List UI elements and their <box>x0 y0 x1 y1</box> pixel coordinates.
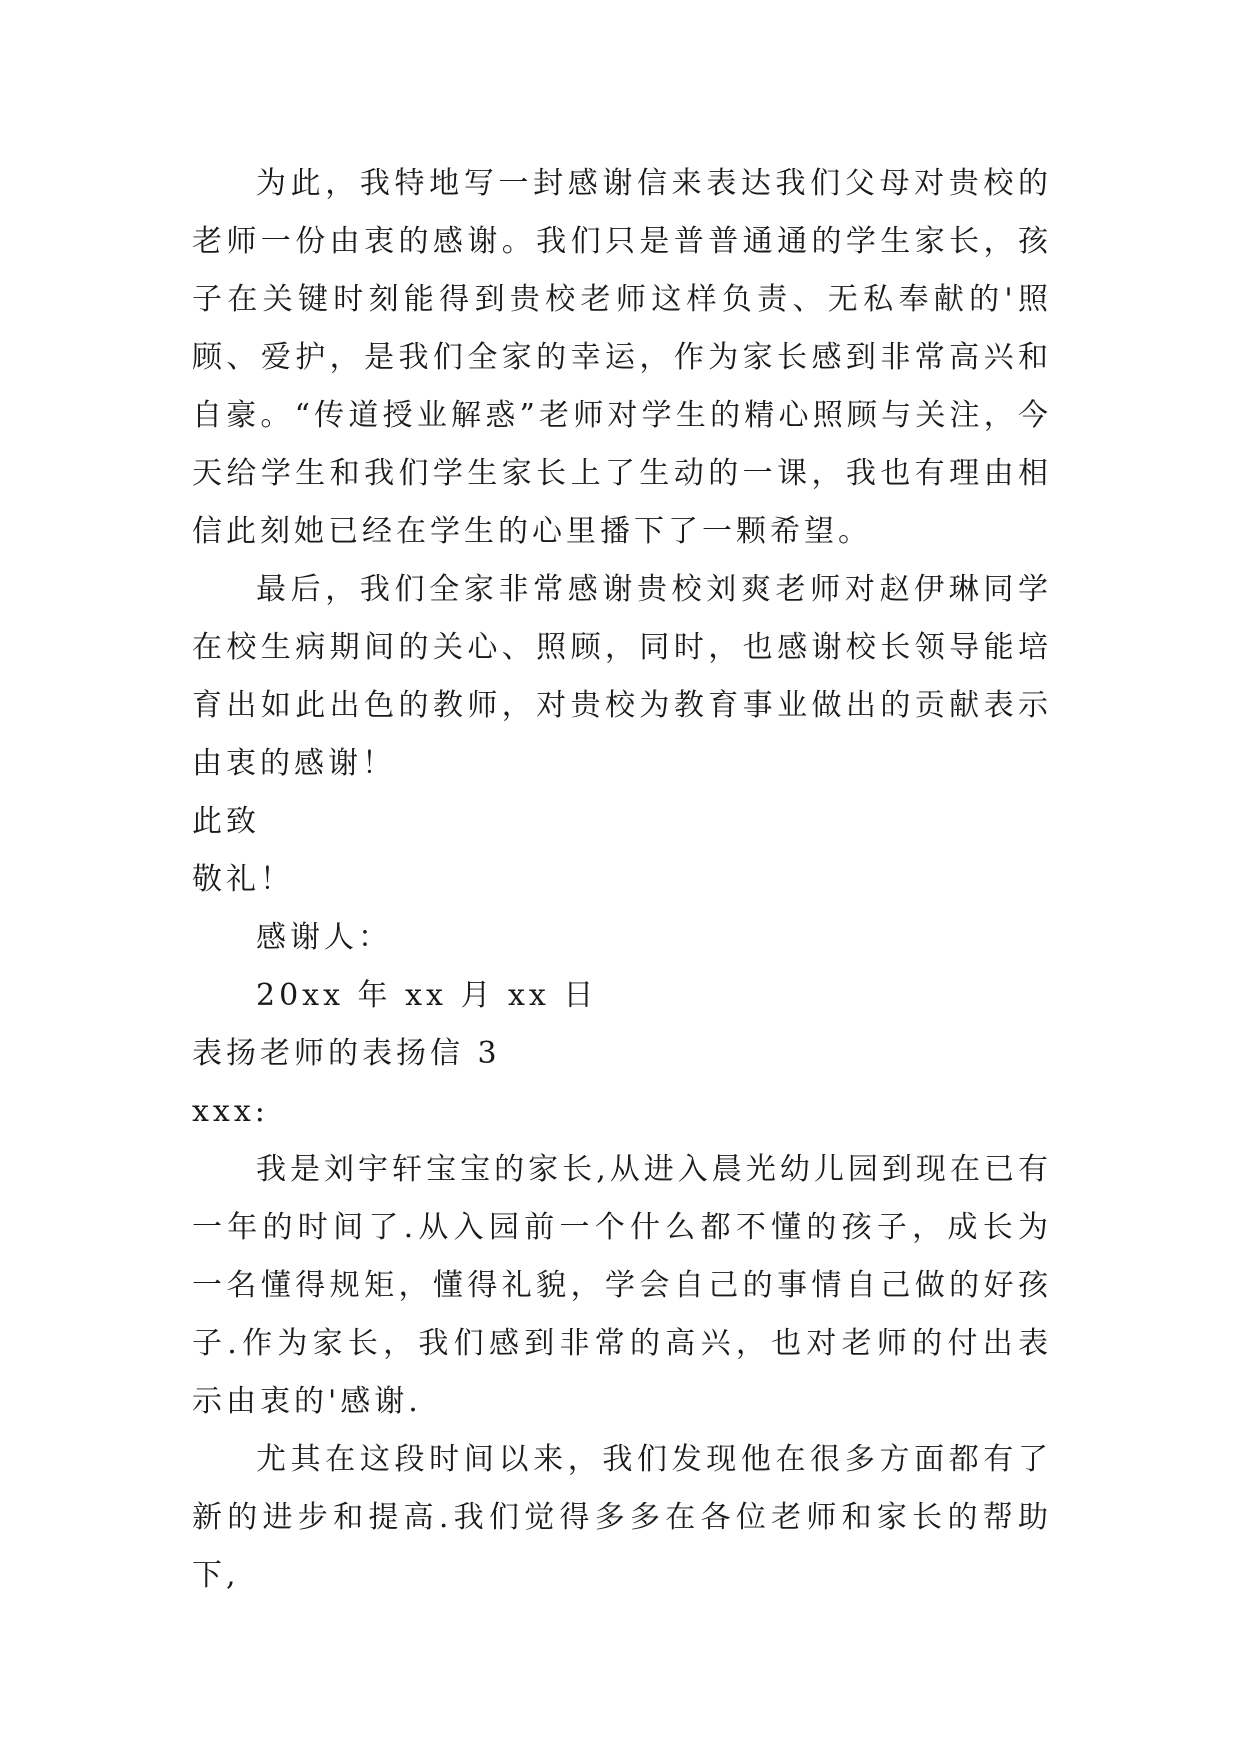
paragraph-parent-intro: 我是刘宇轩宝宝的家长,从进入晨光幼儿园到现在已有一年的时间了.从入园前一个什么都不懂的孩子，成长为一名懂得规矩，懂得礼貌，学会自己的事情自己做的好孩子.作为家长，我们感到非常的高兴，也对老师的付出表示由衷的'感谢. <box>192 1152 1052 1419</box>
closing-line-1: 此致 <box>192 804 260 839</box>
closing-line-2: 敬礼！ <box>192 862 294 897</box>
paragraph-progress: 尤其在这段时间以来，我们发现他在很多方面都有了新的进步和提高.我们觉得多多在各位老师和家长的帮助下, <box>192 1442 1052 1593</box>
document-body <box>192 155 1052 1605</box>
salutation: xxx: <box>192 1094 269 1129</box>
date-line: 20xx 年 xx 月 xx 日 <box>256 978 598 1013</box>
signature-line: 感谢人： <box>256 920 392 955</box>
section-title: 表扬老师的表扬信 3 <box>192 1036 501 1071</box>
paragraph-final-thanks: 最后，我们全家非常感谢贵校刘爽老师对赵伊琳同学在校生病期间的关心、照顾，同时，也感谢校长领导能培育出如此出色的教师，对贵校为教育事业做出的贡献表示由衷的感谢！ <box>192 572 1052 781</box>
paragraph-gratitude: 为此，我特地写一封感谢信来表达我们父母对贵校的老师一份由衷的感谢。我们只是普普通通的学生家长，孩子在关键时刻能得到贵校老师这样负责、无私奉献的'照顾、爱护，是我们全家的幸运，作为家长感到非常高兴和自豪。“传道授业解惑”老师对学生的精心照顾与关注，今天给学生和我们学生家长上了生动的一课，我也有理由相信此刻她已经在学生的心里播下了一颗希望。 <box>192 166 1052 549</box>
